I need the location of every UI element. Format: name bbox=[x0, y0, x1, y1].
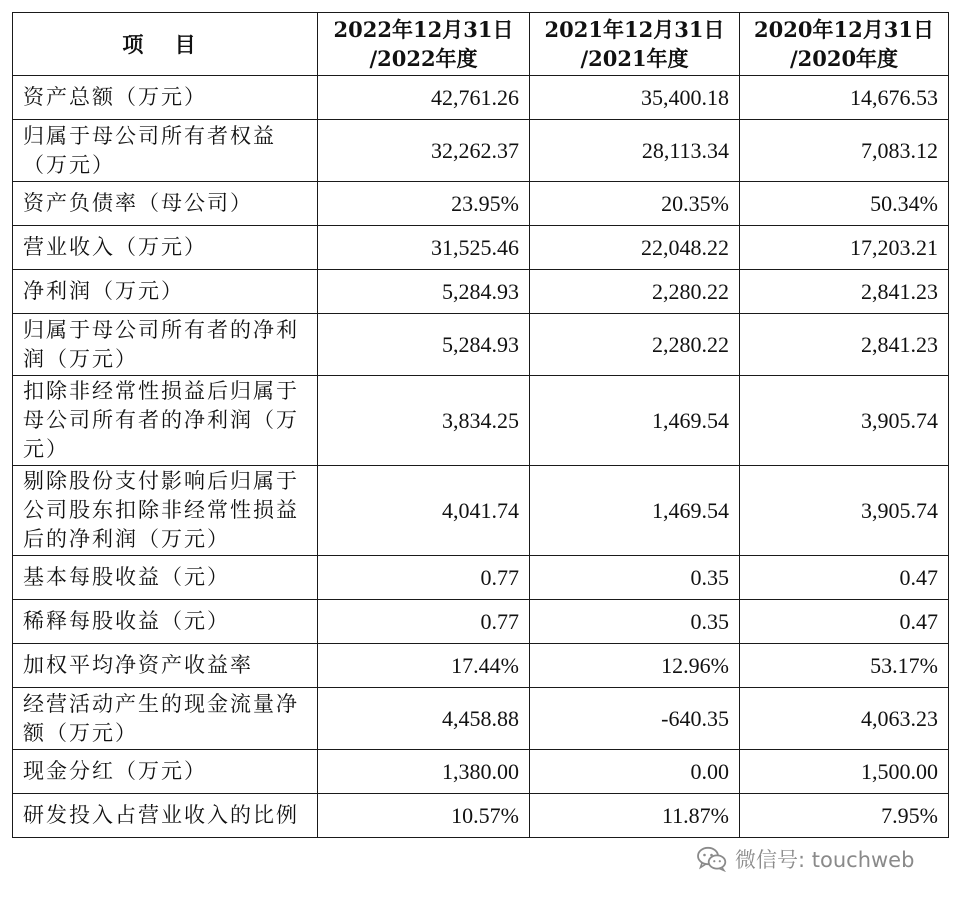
header-2020 bbox=[740, 13, 949, 76]
table-row bbox=[13, 688, 949, 750]
cell-2022: 32,262.37 bbox=[318, 120, 530, 182]
table-row bbox=[13, 314, 949, 376]
table-row bbox=[13, 120, 949, 182]
watermark-text: 微信号: touchweb bbox=[735, 848, 915, 872]
cell-2021: 1,469.54 bbox=[530, 466, 740, 556]
cell-2020: 2,841.23 bbox=[740, 314, 949, 376]
cell-2021: 2,280.22 bbox=[530, 270, 740, 314]
header-item: 项 目 bbox=[13, 13, 318, 76]
cell-2020: 4,063.23 bbox=[740, 688, 949, 750]
table-row bbox=[13, 182, 949, 226]
row-label: 经营活动产生的现金流量净额（万元） bbox=[13, 688, 318, 750]
row-label: 净利润（万元） bbox=[13, 270, 318, 314]
header-2021 bbox=[530, 13, 740, 76]
cell-2020: 0.47 bbox=[740, 556, 949, 600]
financial-summary-table bbox=[12, 12, 949, 838]
row-label: 剔除股份支付影响后归属于公司股东扣除非经常性损益后的净利润（万元） bbox=[13, 466, 318, 556]
table-body bbox=[13, 76, 949, 838]
table-row bbox=[13, 750, 949, 794]
wechat-watermark bbox=[697, 842, 914, 876]
row-label: 现金分红（万元） bbox=[13, 750, 318, 794]
table-row bbox=[13, 270, 949, 314]
cell-2021: 12.96% bbox=[530, 644, 740, 688]
cell-2022: 0.77 bbox=[318, 600, 530, 644]
header-2021-date: 2021年12月31日 bbox=[544, 17, 725, 42]
cell-2022: 4,041.74 bbox=[318, 466, 530, 556]
cell-2022: 1,380.00 bbox=[318, 750, 530, 794]
cell-2021: 28,113.34 bbox=[530, 120, 740, 182]
cell-2021: -640.35 bbox=[530, 688, 740, 750]
wechat-icon bbox=[697, 846, 727, 872]
header-2022-date: 2022年12月31日 bbox=[333, 17, 514, 42]
cell-2021: 2,280.22 bbox=[530, 314, 740, 376]
table-row bbox=[13, 556, 949, 600]
header-2022-year: /2022年度 bbox=[369, 46, 478, 71]
cell-2020: 3,905.74 bbox=[740, 466, 949, 556]
cell-2021: 22,048.22 bbox=[530, 226, 740, 270]
row-label: 研发投入占营业收入的比例 bbox=[13, 794, 318, 838]
cell-2020: 17,203.21 bbox=[740, 226, 949, 270]
cell-2021: 1,469.54 bbox=[530, 376, 740, 466]
header-2022 bbox=[318, 13, 530, 76]
header-row bbox=[13, 13, 949, 76]
cell-2022: 5,284.93 bbox=[318, 314, 530, 376]
cell-2020: 3,905.74 bbox=[740, 376, 949, 466]
table-row bbox=[13, 644, 949, 688]
cell-2022: 10.57% bbox=[318, 794, 530, 838]
cell-2022: 3,834.25 bbox=[318, 376, 530, 466]
cell-2020: 1,500.00 bbox=[740, 750, 949, 794]
cell-2021: 20.35% bbox=[530, 182, 740, 226]
row-label: 资产负债率（母公司） bbox=[13, 182, 318, 226]
cell-2020: 7,083.12 bbox=[740, 120, 949, 182]
row-label: 归属于母公司所有者的净利润（万元） bbox=[13, 314, 318, 376]
header-2021-year: /2021年度 bbox=[580, 46, 689, 71]
cell-2021: 0.35 bbox=[530, 600, 740, 644]
cell-2022: 23.95% bbox=[318, 182, 530, 226]
cell-2020: 14,676.53 bbox=[740, 76, 949, 120]
cell-2020: 2,841.23 bbox=[740, 270, 949, 314]
table-row bbox=[13, 794, 949, 838]
header-2020-year: /2020年度 bbox=[789, 46, 899, 71]
row-label: 基本每股收益（元） bbox=[13, 556, 318, 600]
cell-2020: 50.34% bbox=[740, 182, 949, 226]
cell-2020: 0.47 bbox=[740, 600, 949, 644]
cell-2021: 11.87% bbox=[530, 794, 740, 838]
cell-2020: 7.95% bbox=[740, 794, 949, 838]
cell-2021: 35,400.18 bbox=[530, 76, 740, 120]
cell-2022: 42,761.26 bbox=[318, 76, 530, 120]
row-label: 扣除非经常性损益后归属于母公司所有者的净利润（万元） bbox=[13, 376, 318, 466]
table-row bbox=[13, 76, 949, 120]
table-row bbox=[13, 376, 949, 466]
cell-2022: 5,284.93 bbox=[318, 270, 530, 314]
table-row bbox=[13, 600, 949, 644]
row-label: 资产总额（万元） bbox=[13, 76, 318, 120]
row-label: 归属于母公司所有者权益（万元） bbox=[13, 120, 318, 182]
table-row bbox=[13, 466, 949, 556]
cell-2022: 0.77 bbox=[318, 556, 530, 600]
table-header bbox=[13, 13, 949, 76]
cell-2021: 0.00 bbox=[530, 750, 740, 794]
header-2020-date: 2020年12月31日 bbox=[754, 17, 934, 42]
table-row bbox=[13, 226, 949, 270]
cell-2022: 4,458.88 bbox=[318, 688, 530, 750]
cell-2022: 31,525.46 bbox=[318, 226, 530, 270]
row-label: 加权平均净资产收益率 bbox=[13, 644, 318, 688]
row-label: 营业收入（万元） bbox=[13, 226, 318, 270]
cell-2020: 53.17% bbox=[740, 644, 949, 688]
cell-2022: 17.44% bbox=[318, 644, 530, 688]
row-label: 稀释每股收益（元） bbox=[13, 600, 318, 644]
cell-2021: 0.35 bbox=[530, 556, 740, 600]
